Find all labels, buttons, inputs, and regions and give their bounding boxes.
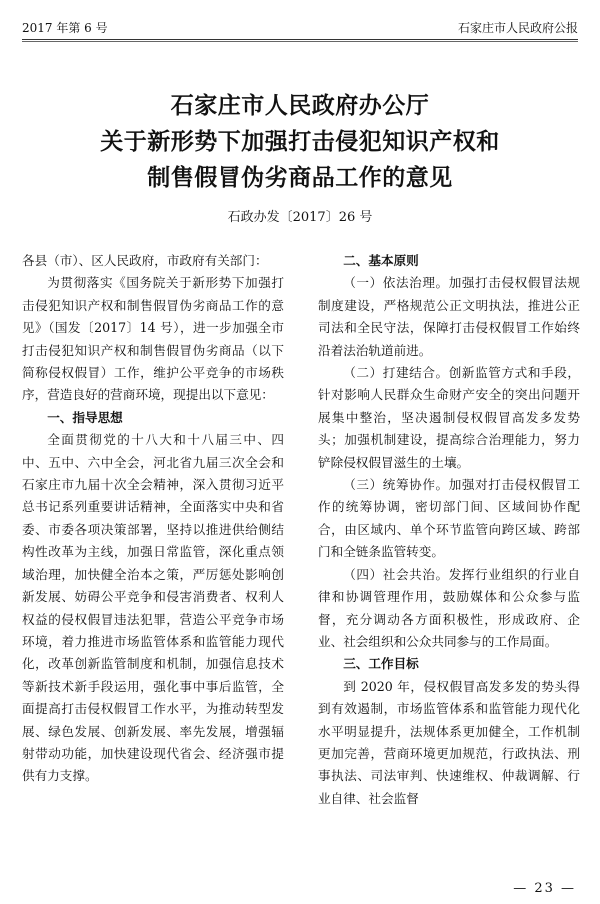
principle-paragraph-1: [318, 272, 580, 362]
title-line-3: 制售假冒伪劣商品工作的意见: [147, 164, 453, 191]
principle-paragraph-2: [318, 362, 580, 474]
principle-label-1: （一）依法治理。: [343, 275, 449, 291]
section-body-1: 全面贯彻党的十八大和十八届三中、四中、五中、六中全会，河北省九届三次全会和石家庄市九届十次全会精神，深入贯彻习近平总书记系列重要讲话精神，全面落实中央和省委、市委各项决策部署，坚持以推进供给侧结构性改革为主线，加强日常监管，深化重点领域治理，加快健全治本之策，严厉惩处影响创新发展、妨碍公平竞争和侵害消费者、权利人权益的侵权假冒违法犯罪，营造公平竞争市场环境，着力推进市场监管体系和监管能力现代化，改革创新监管制度和机制，加强信息技术等新技术新手段运用，强化事中事后监管，全面提高打击侵权假冒工作水平，为推动转型发展、绿色发展、创新发展、率先发展，增强辐射带动功能，加快建设现代省会、经济强市提供有力支撑。: [22, 432, 284, 784]
section-body-3: 到 2020 年，侵权假冒高发多发的势头得到有效遏制，市场监管体系和监管能力现代化水平明显提升，法规体系更加健全，工作机制更加完善，营商环境更加规范，行政执法、刑事执法、司法审判、快速维权、仲裁调解、行业自律、社会监督: [318, 678, 580, 806]
principle-body-4: 发挥行业组织的行业自律和协调管理作用，鼓励媒体和公众参与监督，充分调动各方面积极性，形成政府、企业、社会组织和公众共同参与的工作局面。: [318, 566, 581, 649]
principle-body-3: 加强对打击侵权假冒工作的统筹协调，密切部门间、区域间协作配合，由区域内、单个环节监管向跨区域、跨部门和全链条监管转变。: [318, 477, 581, 560]
principle-label-4: （四）社会共治。: [343, 566, 449, 582]
title-line-2: 关于新形势下加强打击侵犯知识产权和: [100, 128, 500, 155]
section-heading-3: 三、工作目标: [343, 656, 419, 672]
right-column: [318, 250, 580, 810]
page-number: — 23 —: [513, 881, 576, 896]
principle-paragraph-3: [318, 474, 580, 564]
issue-label: 2017 年第 6 号: [22, 21, 108, 35]
left-column: [22, 250, 284, 788]
section-heading-1: 一、指导思想: [47, 409, 123, 425]
principle-label-2: （二）打建结合。: [343, 365, 449, 381]
section-heading-2: 二、基本原则: [343, 253, 419, 268]
document-number: 石政办发〔2017〕26 号: [227, 210, 373, 225]
header-rule: [22, 39, 578, 40]
principle-body-2: 创新监管方式和手段，针对影响人民群众生命财产安全的突出问题开展集中整治，坚决遏制侵权假冒高发多发势头；加强机制建设，提高综合治理能力，努力铲除侵权假冒滋生的土壤。: [318, 365, 581, 470]
page-header: [22, 14, 578, 36]
title-line-1: 石家庄市人民政府办公厅: [170, 92, 430, 119]
addressee: 各县（市）、区人民政府，市政府有关部门：: [22, 253, 268, 268]
intro-paragraph: 为贯彻落实《国务院关于新形势下加强打击侵犯知识产权和制售假冒伪劣商品工作的意见》（国发〔2017〕14 号），进一步加强全市打击侵犯知识产权和制售假冒伪劣商品（以下简称侵权假冒）工作，维护公平竞争的市场秩序，营造良好的营商环境，现提出以下意见：: [22, 275, 284, 403]
principle-paragraph-4: [318, 564, 580, 654]
principle-label-3: （三）统筹协作。: [343, 477, 449, 493]
document-title: [0, 88, 600, 196]
header-rule-thin: [22, 41, 578, 42]
principle-body-1: 加强打击侵权假冒法规制度建设，严格规范公正文明执法，推进公正司法和全民守法，保障打击侵权假冒工作始终沿着法治轨道前进。: [318, 275, 581, 358]
publication-name: 石家庄市人民政府公报: [457, 21, 578, 35]
